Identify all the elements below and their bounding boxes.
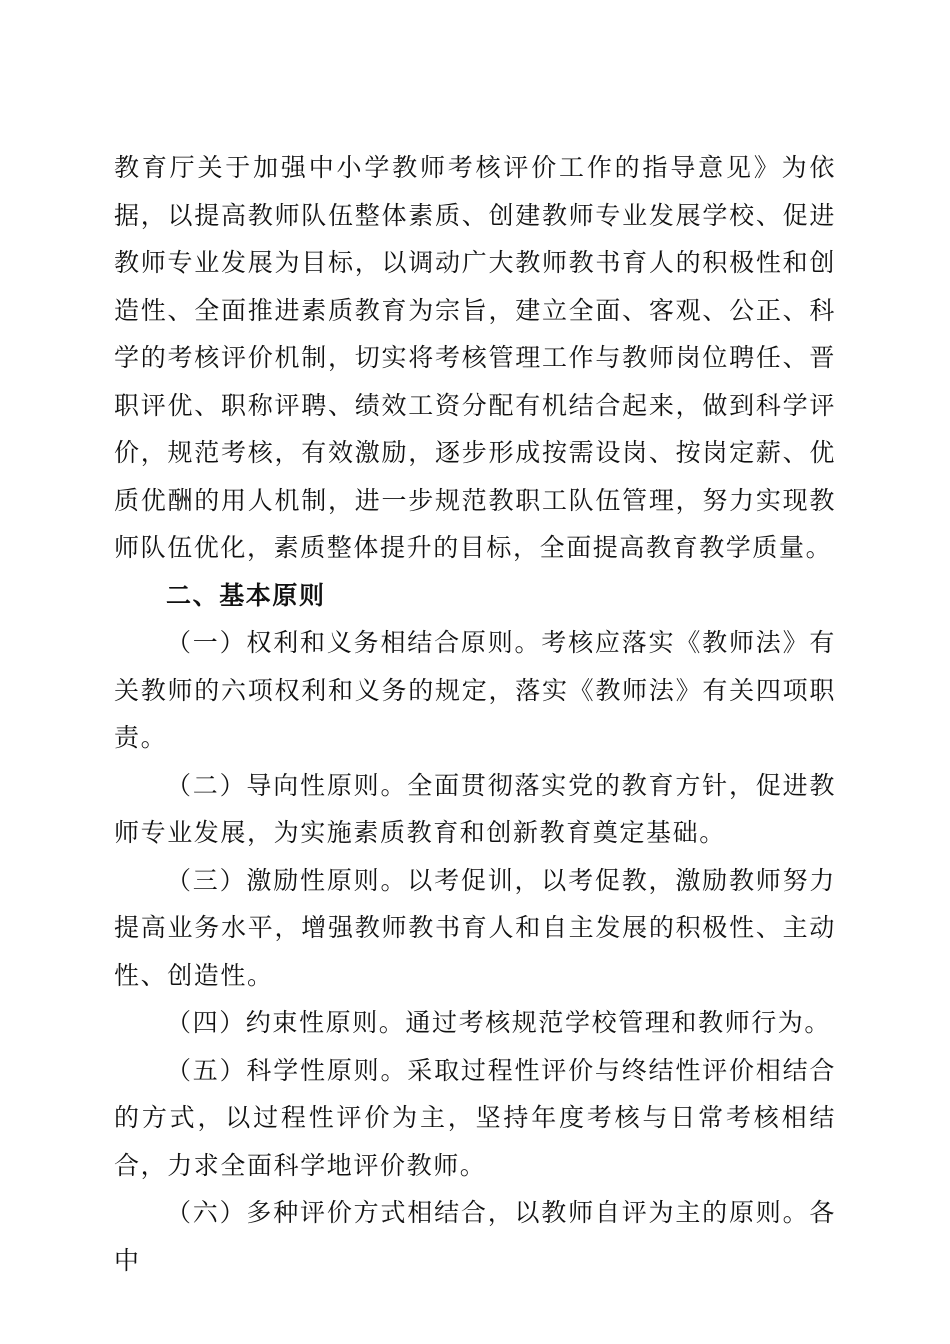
paragraph-principle-6: （六）多种评价方式相结合，以教师自评为主的原则。各中: [114, 1198, 836, 1275]
paragraph-principle-1: （一）权利和义务相结合原则。考核应落实《教师法》有关教师的六项权利和义务的规定，落实《教师法》有关四项职责。: [114, 628, 836, 752]
paragraph-principle-4: （四）约束性原则。通过考核规范学校管理和教师行为。: [166, 1008, 832, 1037]
paragraph-continuation: 教育厅关于加强中小学教师考核评价工作的指导意见》为依据，以提高教师队伍整体素质、创建教师专业发展学校、促进教师专业发展为目标，以调动广大教师教书育人的积极性和创造性、全面推进素质教育为宗旨，建立全面、客观、公正、科学的考核评价机制，切实将考核管理工作与教师岗位聘任、晋职评优、职称评聘、绩效工资分配有机结合起来，做到科学评价，规范考核，有效激励，逐步形成按需设岗、按岗定薪、优质优酬的用人机制，进一步规范教职工队伍管理，努力实现教师队伍优化，素质整体提升的目标，全面提高教育教学质量。: [114, 153, 836, 562]
document-body: [114, 144, 836, 1284]
paragraph-principle-2: （二）导向性原则。全面贯彻落实党的教育方针，促进教师专业发展，为实施素质教育和创新教育奠定基础。: [114, 770, 836, 847]
paragraph-principle-5: （五）科学性原则。采取过程性评价与终结性评价相结合的方式，以过程性评价为主，坚持年度考核与日常考核相结合，力求全面科学地评价教师。: [114, 1055, 836, 1180]
section-heading-basic-principles: 二、基本原则: [166, 580, 326, 610]
paragraph-principle-3: （三）激励性原则。以考促训，以考促教，激励教师努力提高业务水平，增强教师教书育人和自主发展的积极性、主动性、创造性。: [114, 865, 836, 990]
